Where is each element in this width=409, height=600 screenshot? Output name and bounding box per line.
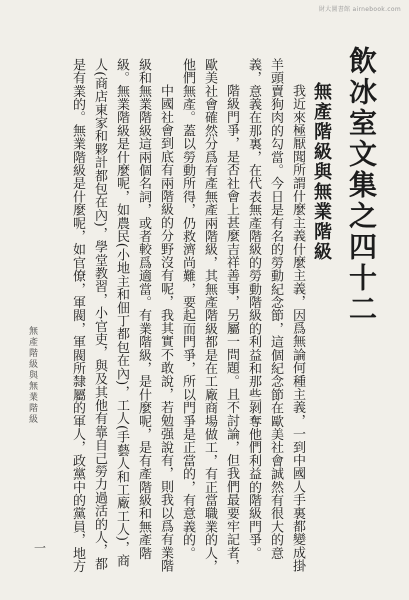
chapter-title: 無產階級與無業階級 [311, 82, 332, 262]
running-footer: 無產階級與無業階級 [27, 326, 37, 425]
watermark: 財大圖書館 airnebook.com [318, 6, 401, 13]
book-title: 飲冰室文集之四十二 [345, 46, 378, 325]
page-number: 一 [33, 541, 46, 555]
body-text [66, 58, 308, 578]
paragraph: 我近來極厭聞所謂什麼主義什麼主義，因爲無論何種主義，一到中國人手裏都變成掛羊頭賣狗肉的勾當。今日是有名的勞動紀念節，這個紀念節在歐美社會誠然有很大的意義，意義在那裏，在代表無產階級的勞動階級的利益和那些剝奪他們利益的階級門爭。 [246, 58, 305, 573]
paragraph: 中國社會到底有兩階級的分野沒有呢，我其實不敢說，若勉强說有，則我以爲有業階級和無業階級這兩個名詞，或者較爲適當。有業階級，是什麼呢，是有產階級和無產階級。無業階級是什麼呢，如農民(小地主和佃丁都包在內)，工人(手藝人和工廠工人)，商人(商店東家和夥計都包在內)，學堂教習，小官吏，與及其他有靠自己勞力過活的人，都是有業的。無業階級是什麼呢，如官僚，軍閥，軍閥所隸屬的軍人，政黨中的黨員，地方 [70, 58, 173, 573]
paragraph: 階級門爭，是否社會上甚麼吉祥善事，另屬一問題。且不討論，但我們最要牢記者，歐美社會確然分爲有產無產兩階級，其無產階級都是在工廠商場做工，有正當職業的人，他們無產。蓋以勞動所得，仍救濟尚難，要起而門爭，所以門爭是正當的，有意義的。 [180, 58, 239, 573]
